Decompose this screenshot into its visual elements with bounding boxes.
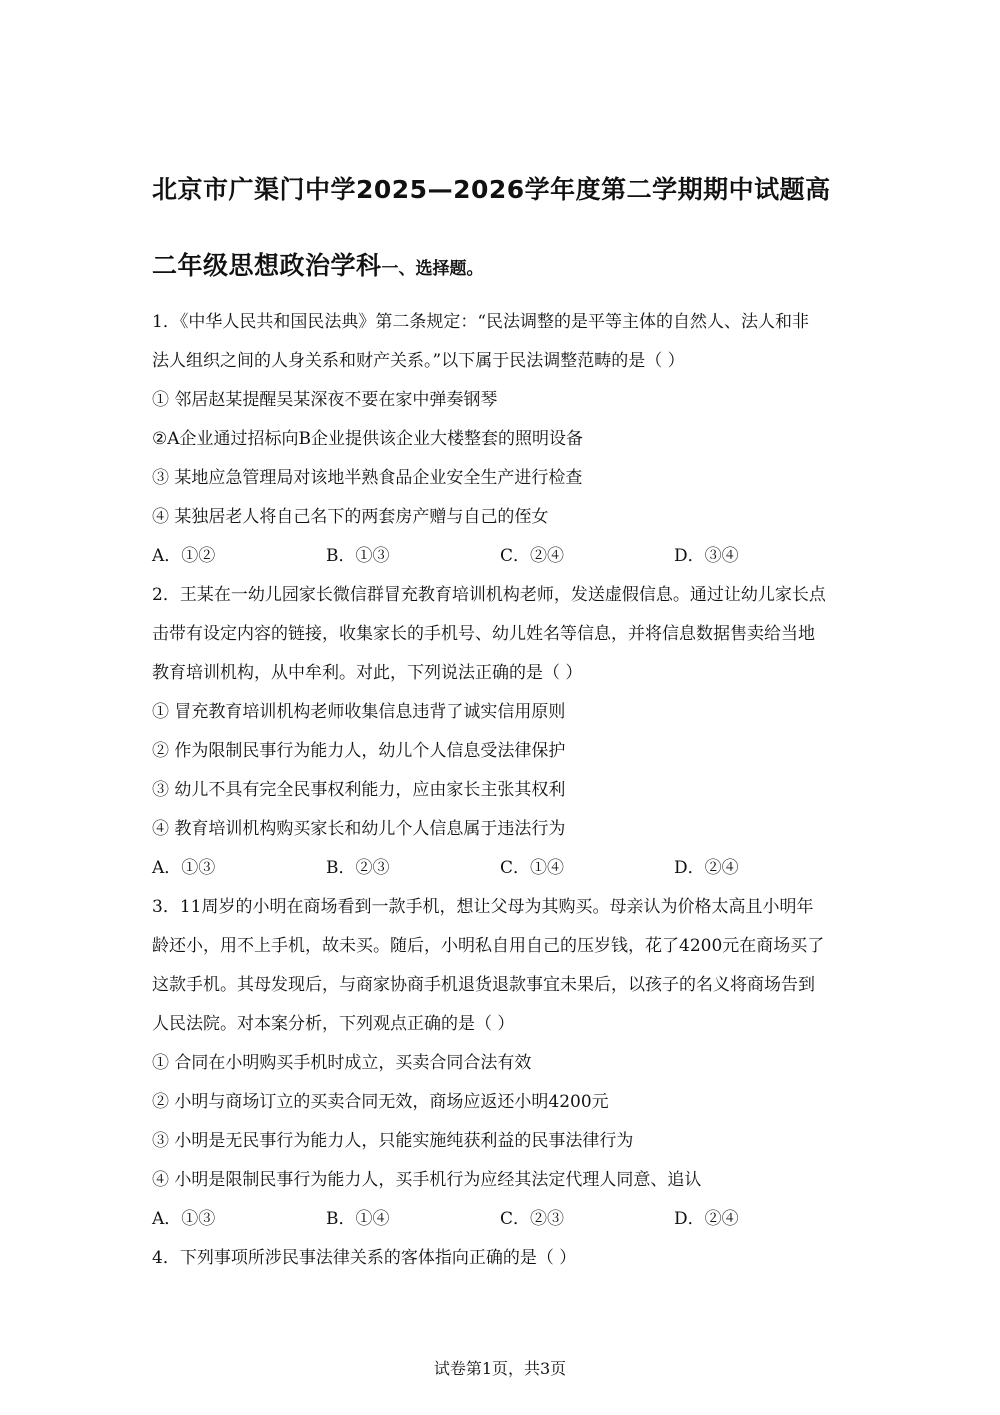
exam-title-text: 北京市广渠门中学2025—2026学年度第二学期期中试题高 [152,175,831,204]
statement-item: ④ 小明是限制民事行为能力人，买手机行为应经其法定代理人同意、追认 [152,1170,702,1190]
answer-option: A．①③ [152,1209,216,1229]
answer-option: B．①③ [326,546,390,566]
statement-item: ② 作为限制民事行为能力人，幼儿个人信息受法律保护 [152,741,566,761]
section-heading: 一、选择题。 [381,259,484,279]
statement-item: ③ 幼儿不具有完全民事权利能力，应由家长主张其权利 [152,780,566,800]
question-stem-line: 教育培训机构，从中牟利。对此，下列说法正确的是（ ） [152,663,583,683]
answer-option: C．①④ [500,858,565,878]
statement-item: ②A企业通过招标向B企业提供该企业大楼整套的照明设备 [152,429,584,449]
answer-option: D．②④ [674,858,739,878]
exam-title-line-2 [152,246,484,282]
statement-item: ② 小明与商场订立的买卖合同无效，商场应返还小明4200元 [152,1092,609,1112]
answer-option: D．②④ [674,1209,739,1229]
question-stem-line: 这款手机。其母发现后，与商家协商手机退货退款事宜未果后，以孩子的名义将商场告到 [152,975,815,995]
answer-option: D．③④ [674,546,739,566]
question-2 [152,576,852,888]
exam-subject-text: 二年级思想政治学科 [152,251,382,280]
question-list [152,303,852,1278]
question-1 [152,303,852,576]
statement-item: ① 邻居赵某提醒吴某深夜不要在家中弹奏钢琴 [152,390,498,410]
question-stem-line: 人民法院。对本案分析，下列观点正确的是（ ） [152,1014,515,1034]
answer-options [152,537,852,576]
answer-option: A．①② [152,546,216,566]
statement-item: ③ 小明是无民事行为能力人，只能实施纯获利益的民事法律行为 [152,1131,634,1151]
statement-item: ① 冒充教育培训机构老师收集信息违背了诚实信用原则 [152,702,566,722]
question-stem-line: 3．11周岁的小明在商场看到一款手机，想让父母为其购买。母亲认为价格太高且小明年 [152,897,814,917]
question-stem-line: 击带有设定内容的链接，收集家长的手机号、幼儿姓名等信息，并将信息数据售卖给当地 [152,624,815,644]
answer-options [152,1200,852,1239]
question-stem-line: 4．下列事项所涉民事法律关系的客体指向正确的是（ ） [152,1248,577,1268]
statement-item: ④ 教育培训机构购买家长和幼儿个人信息属于违法行为 [152,819,566,839]
question-4 [152,1239,852,1278]
answer-option: C．②③ [500,1209,565,1229]
answer-option: C．②④ [500,546,565,566]
question-stem-line: 法人组织之间的人身关系和财产关系。”以下属于民法调整范畴的是（ ） [152,351,685,371]
question-stem-line: 2．王某在一幼儿园家长微信群冒充教育培训机构老师，发送虚假信息。通过让幼儿家长点 [152,585,826,605]
statement-item: ① 合同在小明购买手机时成立，买卖合同合法有效 [152,1053,532,1073]
statement-item: ④ 某独居老人将自己名下的两套房产赠与自己的侄女 [152,507,549,527]
answer-option: B．②③ [326,858,390,878]
answer-option: A．①③ [152,858,216,878]
question-stem-line: 1．《中华人民共和国民法典》第二条规定：“民法调整的是平等主体的自然人、法人和非 [152,312,810,332]
statement-item: ③ 某地应急管理局对该地半熟食品企业安全生产进行检查 [152,468,583,488]
question-stem-line: 龄还小，用不上手机，故未买。随后，小明私自用自己的压岁钱，花了4200元在商场买了 [152,936,825,956]
answer-option: B．①④ [326,1209,390,1229]
question-3 [152,888,852,1239]
page-footer: 试卷第1页，共3页 [433,1359,567,1378]
answer-options [152,849,852,888]
exam-title-line-1 [152,170,831,206]
